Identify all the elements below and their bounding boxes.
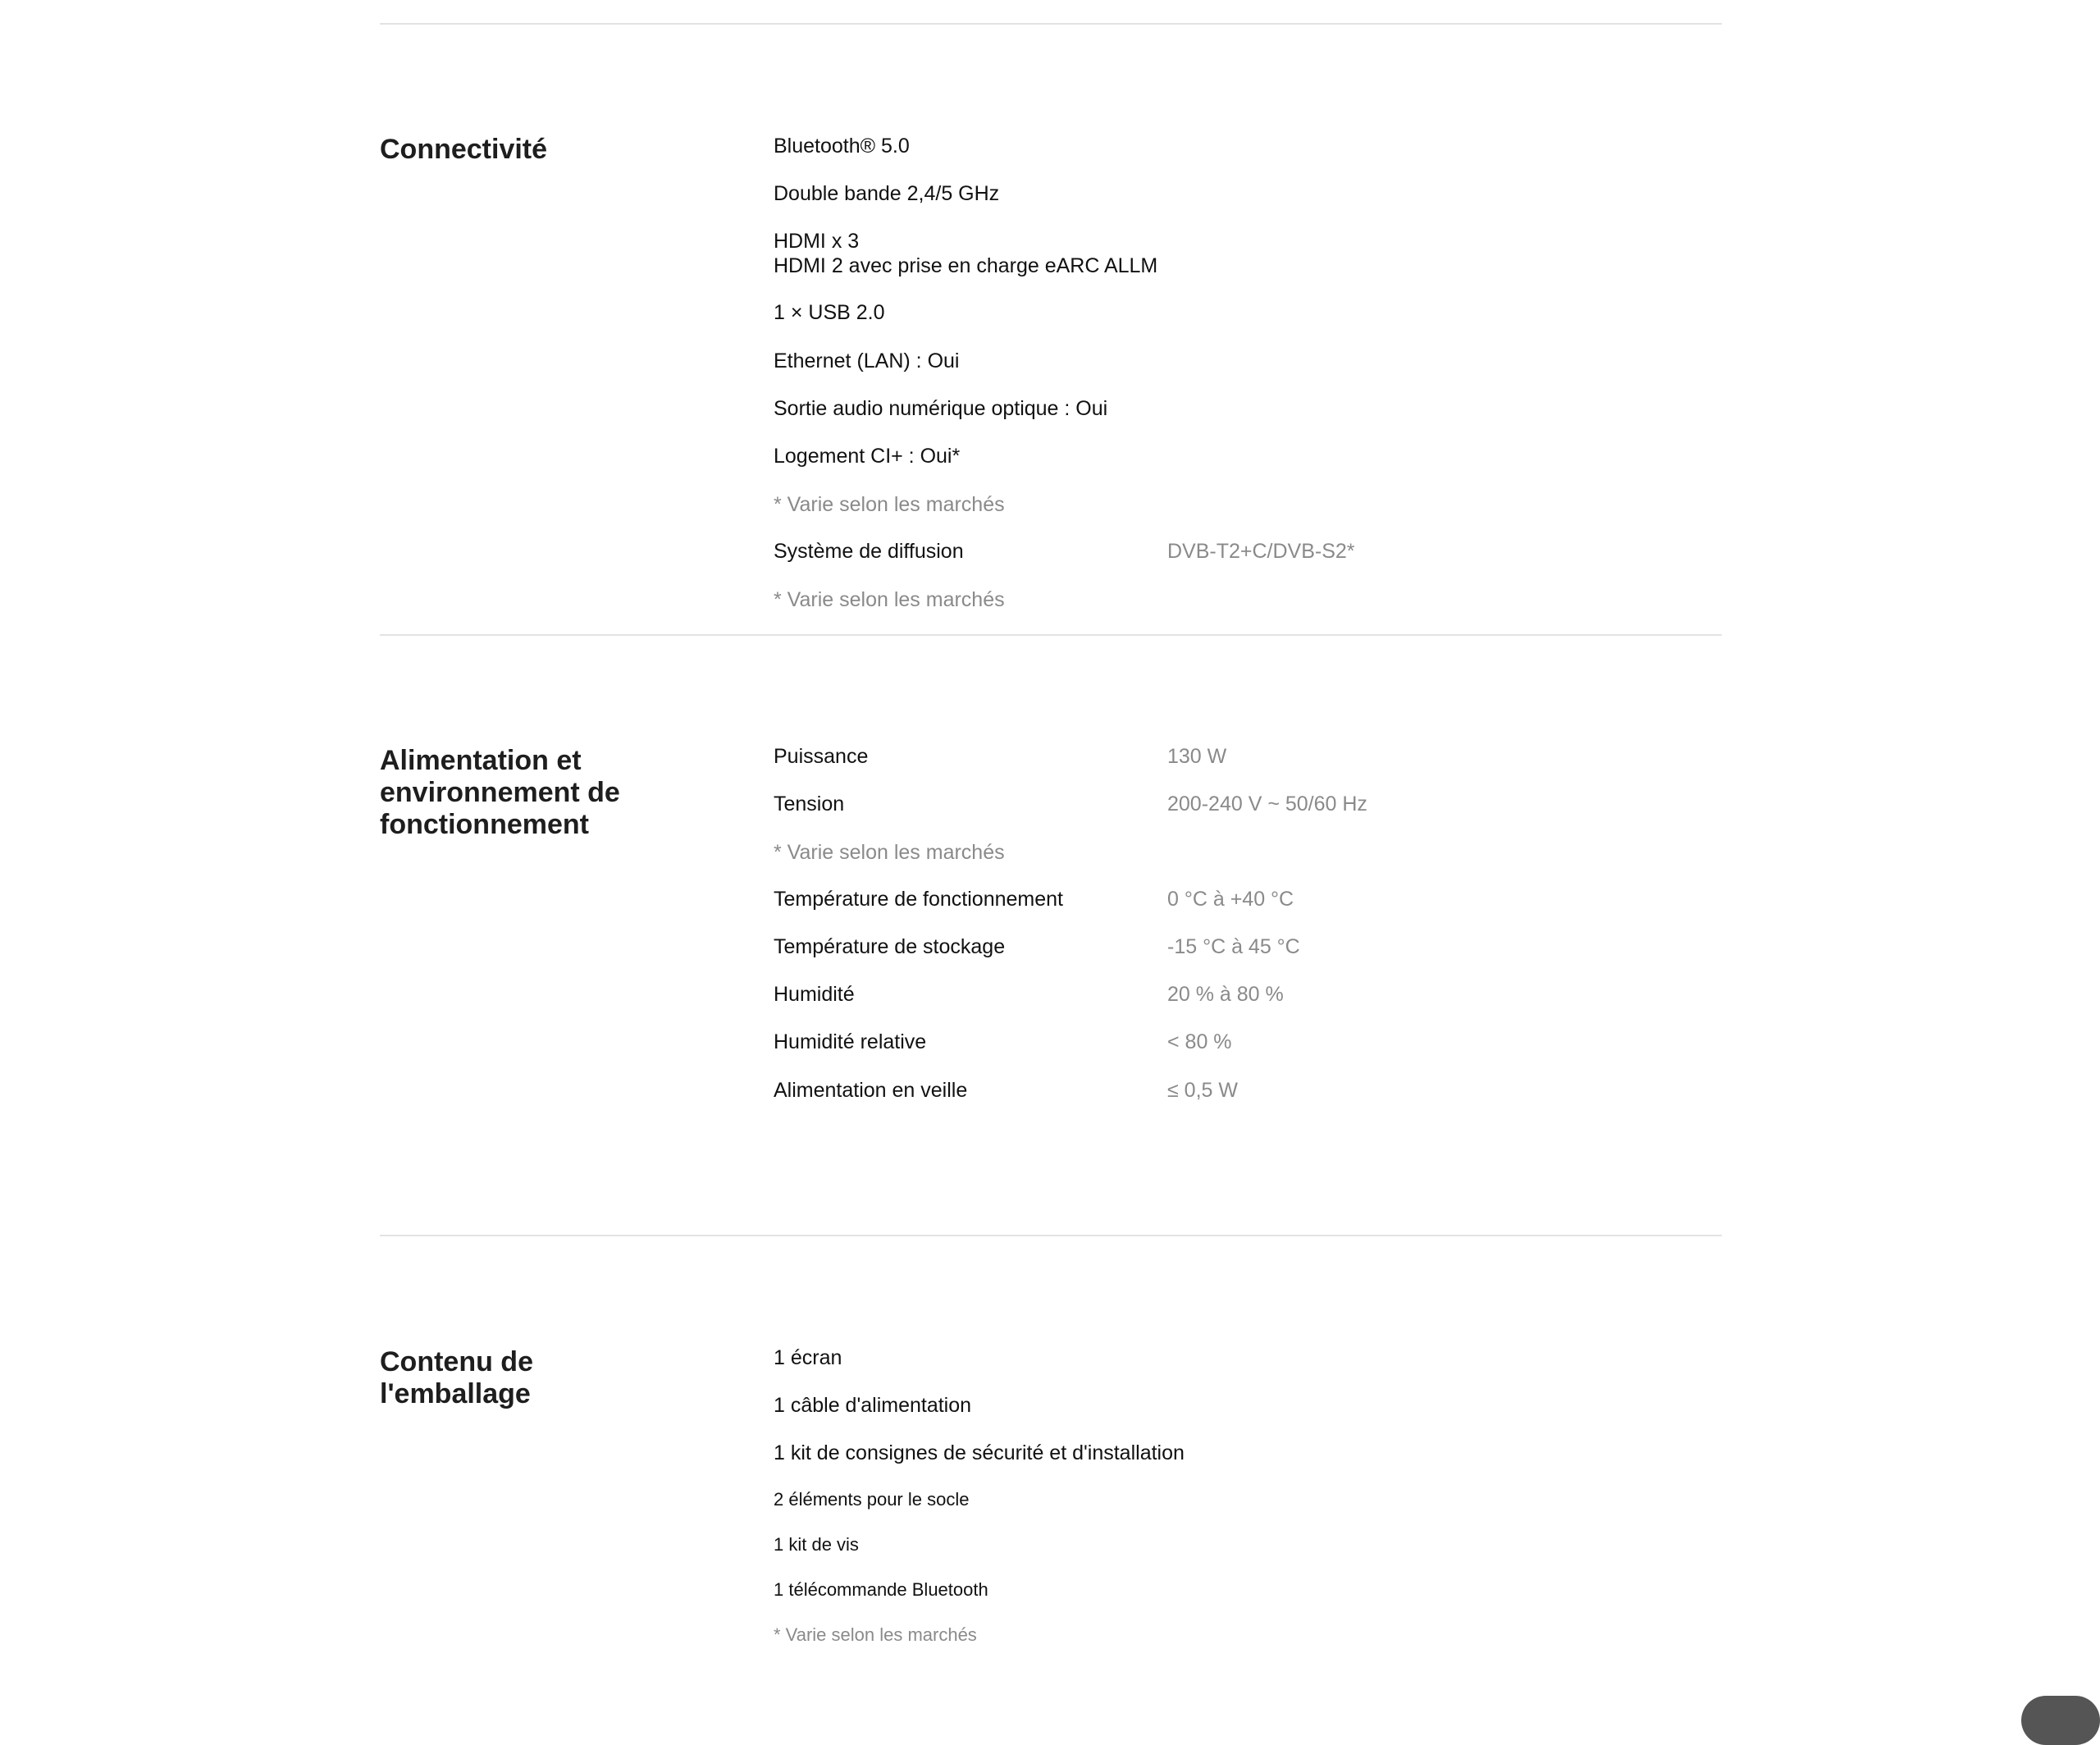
divider (380, 1235, 1722, 1236)
spec-wifi: Double bande 2,4/5 GHz (774, 182, 1000, 205)
spec-value-operating-temp: 0 °C à +40 °C (1167, 888, 1294, 911)
section-title-package: Contenu de l'emballage (380, 1346, 533, 1409)
spec-value-broadcast: DVB-T2+C/DVB-S2* (1167, 540, 1355, 563)
spec-value-standby-power: ≤ 0,5 W (1167, 1079, 1238, 1102)
spec-label-voltage: Tension (774, 793, 845, 815)
market-note: * Varie selon les marchés (774, 1624, 977, 1645)
spec-value-storage-temp: -15 °C à 45 °C (1167, 935, 1300, 958)
spec-optical-audio: Sortie audio numérique optique : Oui (774, 397, 1108, 420)
package-item: 1 kit de vis (774, 1534, 859, 1555)
spec-usb: 1 × USB 2.0 (774, 301, 885, 324)
spec-label-operating-temp: Température de fonctionnement (774, 888, 1063, 911)
spec-hdmi-count: HDMI x 3 (774, 230, 860, 253)
spec-value-power: 130 W (1167, 745, 1227, 768)
divider (380, 23, 1722, 25)
spec-ci-slot: Logement CI+ : Oui* (774, 445, 961, 468)
market-note: * Varie selon les marchés (774, 493, 1005, 516)
spec-value-relative-humidity: < 80 % (1167, 1030, 1232, 1053)
divider (380, 634, 1722, 636)
spec-bluetooth: Bluetooth® 5.0 (774, 135, 910, 158)
section-title-power: Alimentation et environnement de fonctionnement (380, 745, 620, 840)
spec-hdmi-earc: HDMI 2 avec prise en charge eARC ALLM (774, 254, 1158, 277)
package-item: 1 câble d'alimentation (774, 1394, 972, 1417)
package-item: 1 kit de consignes de sécurité et d'installation (774, 1441, 1185, 1464)
spec-label-standby-power: Alimentation en veille (774, 1079, 968, 1102)
section-title-connectivity: Connectivité (380, 134, 548, 165)
package-item: 1 télécommande Bluetooth (774, 1579, 988, 1600)
spec-ethernet: Ethernet (LAN) : Oui (774, 349, 960, 372)
package-item: 2 éléments pour le socle (774, 1489, 970, 1510)
spec-label-power: Puissance (774, 745, 869, 768)
spec-value-voltage: 200-240 V ~ 50/60 Hz (1167, 793, 1367, 815)
market-note: * Varie selon les marchés (774, 841, 1005, 864)
spec-label-broadcast: Système de diffusion (774, 540, 964, 563)
spec-label-humidity: Humidité (774, 983, 855, 1006)
spec-label-relative-humidity: Humidité relative (774, 1030, 927, 1053)
market-note: * Varie selon les marchés (774, 588, 1005, 611)
spec-value-humidity: 20 % à 80 % (1167, 983, 1284, 1006)
spec-label-storage-temp: Température de stockage (774, 935, 1006, 958)
scroll-to-top-button[interactable] (2021, 1696, 2100, 1745)
package-item: 1 écran (774, 1346, 842, 1369)
